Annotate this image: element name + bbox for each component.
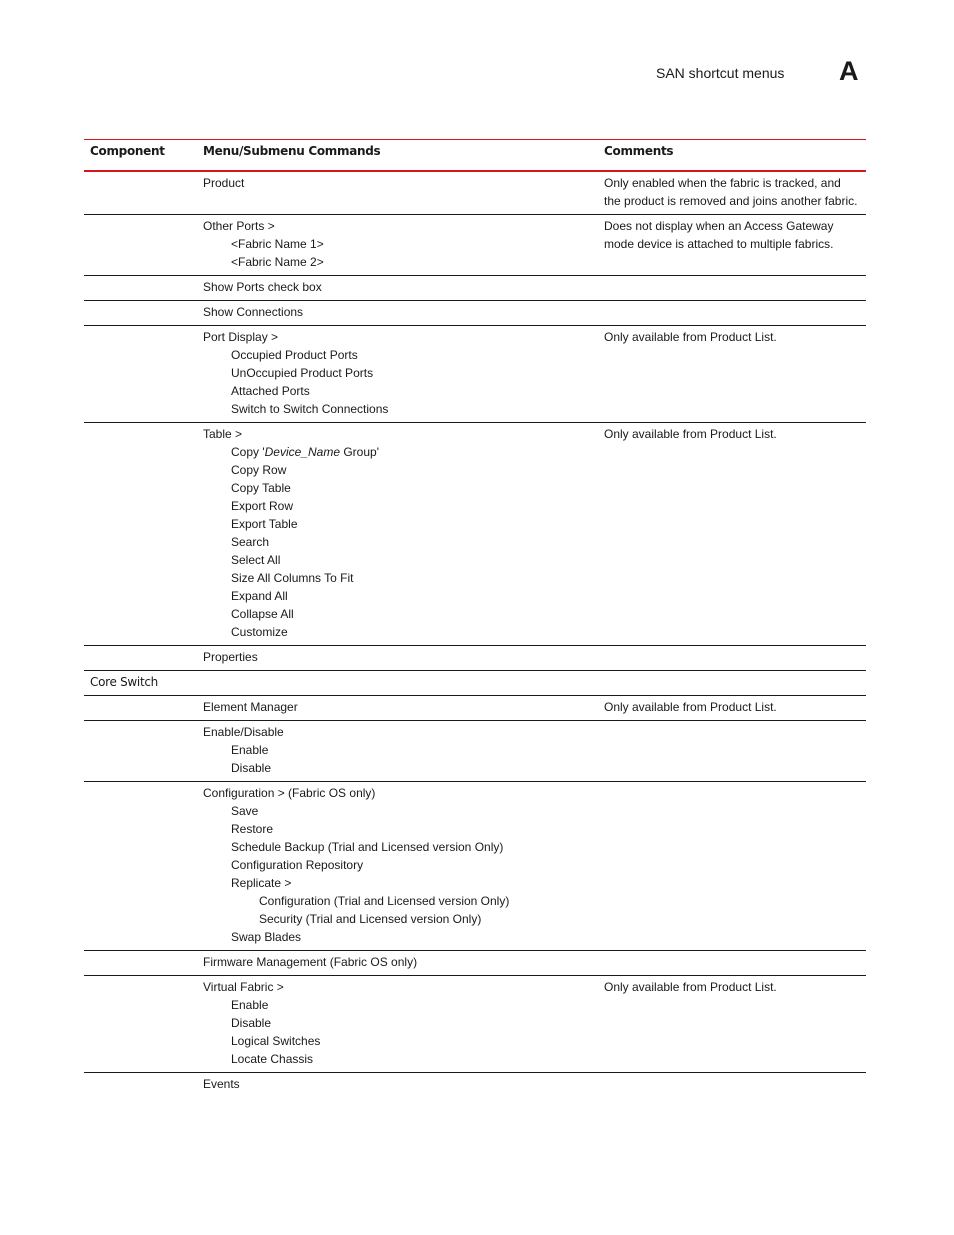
commands-cell — [197, 951, 598, 976]
table-row — [84, 326, 866, 423]
menu-command: Enable — [231, 743, 269, 757]
table-row — [84, 976, 866, 1073]
commands-cell — [197, 976, 598, 1073]
commands-cell — [197, 171, 598, 215]
component-cell — [84, 171, 197, 215]
table-row — [84, 721, 866, 782]
component-cell — [84, 646, 197, 671]
commands-cell — [197, 301, 598, 326]
menu-command: Properties — [203, 650, 258, 664]
comment-cell — [598, 1073, 866, 1098]
menu-command: Schedule Backup (Trial and Licensed version Only) — [231, 840, 504, 854]
menu-command: Customize — [231, 625, 288, 639]
menu-command: Attached Ports — [231, 384, 310, 398]
component-cell: Core Switch — [84, 671, 197, 696]
menu-command-text: Copy ' — [231, 445, 265, 459]
commands-cell — [197, 1073, 598, 1098]
table-row — [84, 301, 866, 326]
comment-cell — [598, 782, 866, 951]
menu-command: Replicate > — [231, 876, 292, 890]
component-cell — [84, 782, 197, 951]
table-body — [84, 171, 866, 1097]
menu-command: Security (Trial and Licensed version Only) — [259, 912, 482, 926]
comment-cell: Only available from Product List. — [598, 976, 866, 1073]
comment-cell: Only available from Product List. — [598, 696, 866, 721]
commands-cell — [197, 696, 598, 721]
menu-command: Collapse All — [231, 607, 294, 621]
menu-command: <Fabric Name 1> — [231, 237, 324, 251]
table-row — [84, 423, 866, 646]
table-row — [84, 1073, 866, 1098]
menu-command: Firmware Management (Fabric OS only) — [203, 955, 418, 969]
table-row — [84, 782, 866, 951]
commands-cell — [197, 326, 598, 423]
column-header-commands: Menu/Submenu Commands — [197, 140, 598, 172]
column-header-component: Component — [84, 140, 197, 172]
comment-cell — [598, 671, 866, 696]
menu-command-suffix: Group' — [340, 445, 379, 459]
menu-command: Element Manager — [203, 700, 298, 714]
menu-command: Enable — [231, 998, 269, 1012]
menu-command: <Fabric Name 2> — [231, 255, 324, 269]
menu-command: Export Table — [231, 517, 298, 531]
menu-command: Port Display > — [203, 330, 279, 344]
component-cell — [84, 696, 197, 721]
table-row — [84, 276, 866, 301]
commands-cell — [197, 721, 598, 782]
page-header-title: SAN shortcut menus — [656, 65, 785, 81]
table-row — [84, 696, 866, 721]
menu-command: Export Row — [231, 499, 294, 513]
comment-cell — [598, 721, 866, 782]
menu-command: Save — [231, 804, 259, 818]
menu-command: Configuration Repository — [231, 858, 364, 872]
menu-command: Copy Table — [231, 481, 291, 495]
menu-command: Disable — [231, 761, 272, 775]
component-cell — [84, 976, 197, 1073]
menu-command: UnOccupied Product Ports — [231, 366, 374, 380]
menu-command — [203, 443, 592, 461]
menu-command: Size All Columns To Fit — [231, 571, 354, 585]
menu-command: Logical Switches — [231, 1034, 321, 1048]
menu-command-variable: Device_Name — [264, 445, 341, 459]
component-cell — [84, 423, 197, 646]
comment-cell: Only enabled when the fabric is tracked, and the product is removed and joins another fabric. — [598, 171, 866, 215]
menu-command: Configuration (Trial and Licensed version Only) — [259, 894, 510, 908]
comment-cell — [598, 276, 866, 301]
comment-cell — [598, 646, 866, 671]
table-row — [84, 646, 866, 671]
table-row — [84, 215, 866, 276]
comment-cell: Only available from Product List. — [598, 326, 866, 423]
menu-command: Occupied Product Ports — [231, 348, 358, 362]
commands-cell — [197, 782, 598, 951]
menu-command: Copy Row — [231, 463, 287, 477]
appendix-letter: A — [839, 56, 859, 86]
comment-cell — [598, 951, 866, 976]
commands-cell — [197, 646, 598, 671]
component-cell — [84, 951, 197, 976]
commands-cell — [197, 215, 598, 276]
commands-cell — [197, 671, 598, 696]
menu-command: Show Ports check box — [203, 280, 322, 294]
commands-cell — [197, 276, 598, 301]
menu-command: Swap Blades — [231, 930, 302, 944]
menu-command: Product — [203, 176, 245, 190]
menu-command: Virtual Fabric > — [203, 980, 284, 994]
menu-command: Show Connections — [203, 305, 304, 319]
menu-command: Disable — [231, 1016, 272, 1030]
table-row — [84, 171, 866, 215]
column-header-comments: Comments — [598, 140, 866, 172]
component-cell — [84, 721, 197, 782]
menu-command: Table > — [203, 427, 243, 441]
component-cell — [84, 301, 197, 326]
menu-command: Other Ports > — [203, 219, 275, 233]
component-cell — [84, 276, 197, 301]
component-cell — [84, 326, 197, 423]
menu-command: Locate Chassis — [231, 1052, 314, 1066]
menu-command: Select All — [231, 553, 281, 567]
comment-cell: Does not display when an Access Gateway mode device is attached to multiple fabrics. — [598, 215, 866, 276]
menu-command: Enable/Disable — [203, 725, 284, 739]
component-cell — [84, 215, 197, 276]
menu-command: Configuration > (Fabric OS only) — [203, 786, 376, 800]
menu-command: Expand All — [231, 589, 288, 603]
shortcut-menu-table — [84, 139, 866, 1097]
table-row — [84, 671, 866, 696]
component-cell — [84, 1073, 197, 1098]
commands-cell — [197, 423, 598, 646]
comment-cell: Only available from Product List. — [598, 423, 866, 646]
menu-command: Search — [231, 535, 270, 549]
table-row — [84, 951, 866, 976]
menu-command: Restore — [231, 822, 274, 836]
menu-command: Switch to Switch Connections — [231, 402, 389, 416]
menu-command: Events — [203, 1077, 240, 1091]
comment-cell — [598, 301, 866, 326]
table-header-row — [84, 140, 866, 172]
